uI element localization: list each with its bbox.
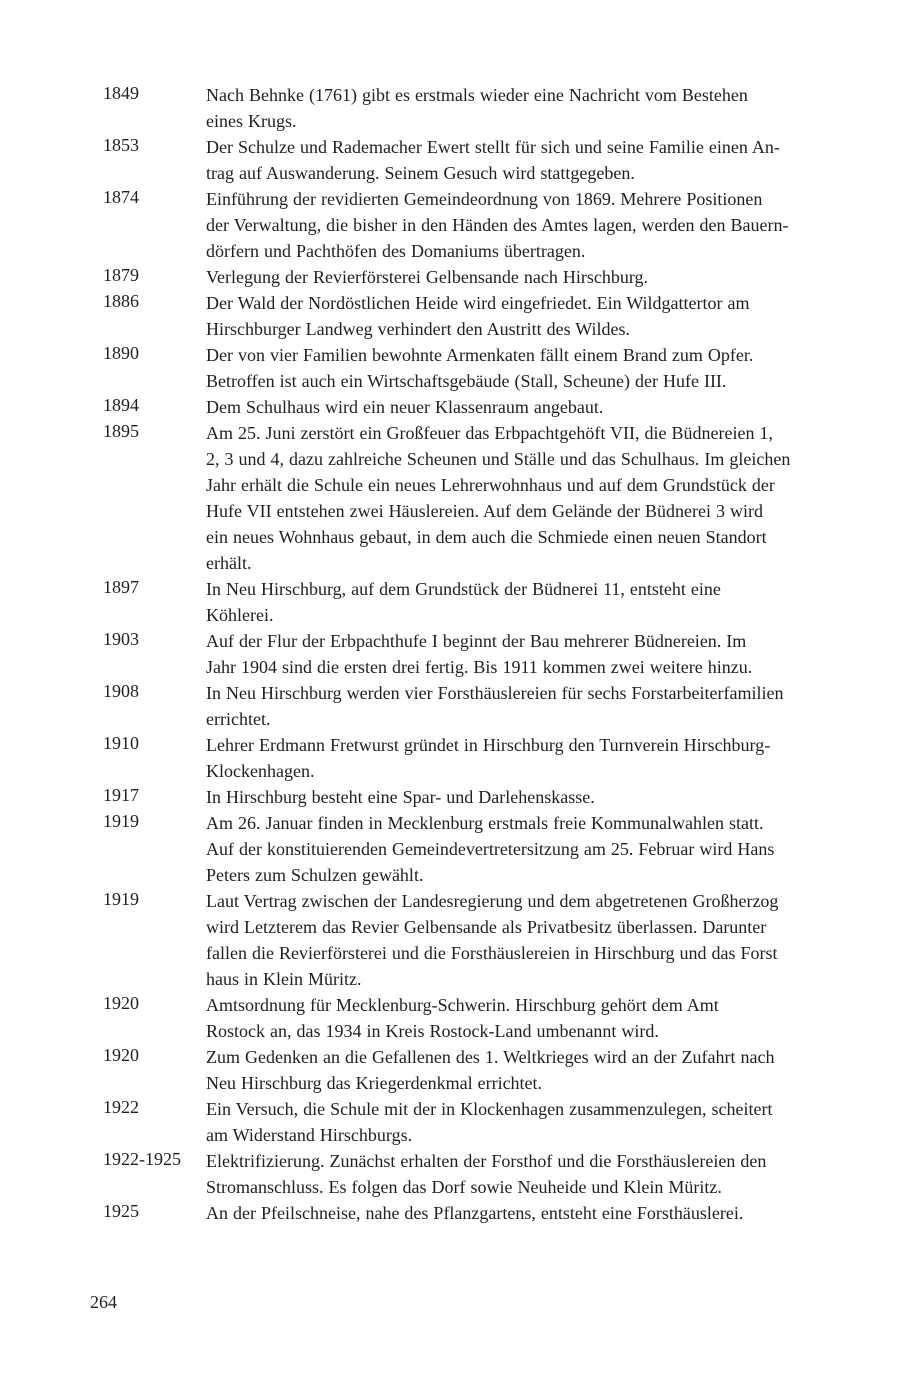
entry-year: 1894 xyxy=(103,395,139,415)
entry-text-line: Der Wald der Nordöstlichen Heide wird eingefriedet. Ein Wildgattertor am xyxy=(206,293,750,313)
entry-text xyxy=(206,420,875,576)
entry-text xyxy=(206,680,875,732)
entry-year: 1853 xyxy=(103,135,139,155)
entry-text-line: dörfern und Pachthöfen des Domaniums übertragen. xyxy=(206,241,586,261)
entry-text-line: 2, 3 und 4, dazu zahlreiche Scheunen und Ställe und das Schulhaus. Im gleichen xyxy=(206,449,791,469)
chronology-entry xyxy=(103,810,875,888)
chronology-entry xyxy=(103,134,875,186)
chronology-entry xyxy=(103,888,875,992)
entry-year: 1917 xyxy=(103,785,139,805)
entry-text-line: Ein Versuch, die Schule mit der in Klockenhagen zusammenzulegen, scheitert xyxy=(206,1099,773,1119)
entry-text-line: Am 25. Juni zerstört ein Großfeuer das Erbpachtgehöft VII, die Büdnereien 1, xyxy=(206,423,773,443)
entry-text-line: Laut Vertrag zwischen der Landesregierung und dem abgetretenen Großherzog xyxy=(206,891,779,911)
entry-text xyxy=(206,186,875,264)
entry-year: 1910 xyxy=(103,733,139,753)
entry-text xyxy=(206,628,875,680)
entry-text-line: erhält. xyxy=(206,553,252,573)
entry-text xyxy=(206,290,875,342)
entry-year: 1897 xyxy=(103,577,139,597)
entry-text xyxy=(206,1148,875,1200)
entry-year: 1908 xyxy=(103,681,139,701)
entry-text-line: Einführung der revidierten Gemeindeordnung von 1869. Mehrere Positionen xyxy=(206,189,763,209)
entry-text-line: Zum Gedenken an die Gefallenen des 1. Weltkrieges wird an der Zufahrt nach xyxy=(206,1047,775,1067)
entry-text-line: fallen die Revierförsterei und die Forsthäuslereien in Hirschburg und das Forst xyxy=(206,943,778,963)
entry-text-line: In Neu Hirschburg werden vier Forsthäuslereien für sechs Forstarbeiterfamilien xyxy=(206,683,784,703)
entry-text-line: An der Pfeilschneise, nahe des Pflanzgartens, entsteht eine Forsthäuslerei. xyxy=(206,1203,744,1223)
entry-text-line: Köhlerei. xyxy=(206,605,274,625)
chronology-entry xyxy=(103,576,875,628)
entry-text xyxy=(206,784,875,810)
chronology-entry xyxy=(103,1200,875,1226)
entry-text-line: eines Krugs. xyxy=(206,111,297,131)
entry-text-line: Elektrifizierung. Zunächst erhalten der Forsthof und die Forsthäuslereien den xyxy=(206,1151,767,1171)
entry-text-line: Der von vier Familien bewohnte Armenkaten fällt einem Brand zum Opfer. xyxy=(206,345,754,365)
entry-text-line: errichtet. xyxy=(206,709,271,729)
entry-year: 1919 xyxy=(103,889,139,909)
chronology-entry xyxy=(103,82,875,134)
entry-text xyxy=(206,342,875,394)
chronology-entry xyxy=(103,186,875,264)
entry-text-line: Auf der Flur der Erbpachthufe I beginnt der Bau mehrerer Büdnereien. Im xyxy=(206,631,747,651)
chronology-list xyxy=(103,82,875,1226)
entry-text xyxy=(206,810,875,888)
entry-text xyxy=(206,394,875,420)
entry-text-line: Rostock an, das 1934 in Kreis Rostock-Land umbenannt wird. xyxy=(206,1021,659,1041)
entry-text-line: Auf der konstituierenden Gemeindevertretersitzung am 25. Februar wird Hans xyxy=(206,839,775,859)
entry-text-line: Amtsordnung für Mecklenburg-Schwerin. Hirschburg gehört dem Amt xyxy=(206,995,719,1015)
entry-text-line: trag auf Auswanderung. Seinem Gesuch wird stattgegeben. xyxy=(206,163,635,183)
entry-year: 1925 xyxy=(103,1201,139,1221)
chronology-entry xyxy=(103,342,875,394)
entry-year: 1920 xyxy=(103,1045,139,1065)
chronology-entry xyxy=(103,992,875,1044)
entry-year: 1879 xyxy=(103,265,139,285)
entry-year: 1874 xyxy=(103,187,139,207)
entry-text-line: haus in Klein Müritz. xyxy=(206,969,362,989)
entry-text xyxy=(206,1096,875,1148)
chronology-entry xyxy=(103,420,875,576)
entry-year: 1903 xyxy=(103,629,139,649)
entry-text xyxy=(206,264,875,290)
entry-text xyxy=(206,1200,875,1226)
chronology-entry xyxy=(103,290,875,342)
page-number: 264 xyxy=(90,1292,117,1312)
entry-text-line: Nach Behnke (1761) gibt es erstmals wieder eine Nachricht vom Bestehen xyxy=(206,85,748,105)
chronology-entry xyxy=(103,1096,875,1148)
entry-text-line: Der Schulze und Rademacher Ewert stellt für sich und seine Familie einen An- xyxy=(206,137,780,157)
entry-text xyxy=(206,576,875,628)
entry-year: 1922 xyxy=(103,1097,139,1117)
entry-text-line: Dem Schulhaus wird ein neuer Klassenraum angebaut. xyxy=(206,397,604,417)
entry-text-line: Hufe VII entstehen zwei Häuslereien. Auf dem Gelände der Büdnerei 3 wird xyxy=(206,501,763,521)
chronology-entry xyxy=(103,784,875,810)
entry-text-line: der Verwaltung, die bisher in den Händen des Amtes lagen, werden den Bauern- xyxy=(206,215,789,235)
entry-text-line: Stromanschluss. Es folgen das Dorf sowie Neuheide und Klein Müritz. xyxy=(206,1177,722,1197)
entry-year: 1919 xyxy=(103,811,139,831)
entry-text-line: Klockenhagen. xyxy=(206,761,315,781)
entry-year: 1922-1925 xyxy=(103,1149,181,1169)
entry-text-line: Lehrer Erdmann Fretwurst gründet in Hirschburg den Turnverein Hirschburg- xyxy=(206,735,771,755)
entry-text-line: In Hirschburg besteht eine Spar- und Darlehenskasse. xyxy=(206,787,595,807)
entry-text xyxy=(206,732,875,784)
chronology-entry xyxy=(103,628,875,680)
entry-year: 1895 xyxy=(103,421,139,441)
entry-text xyxy=(206,134,875,186)
entry-year: 1886 xyxy=(103,291,139,311)
entry-text-line: Betroffen ist auch ein Wirtschaftsgebäude (Stall, Scheune) der Hufe III. xyxy=(206,371,727,391)
entry-text-line: Neu Hirschburg das Kriegerdenkmal errichtet. xyxy=(206,1073,543,1093)
entry-text-line: ein neues Wohnhaus gebaut, in dem auch die Schmiede einen neuen Standort xyxy=(206,527,767,547)
entry-year: 1890 xyxy=(103,343,139,363)
entry-text xyxy=(206,992,875,1044)
entry-text-line: Verlegung der Revierförsterei Gelbensande nach Hirschburg. xyxy=(206,267,649,287)
entry-text-line: Peters zum Schulzen gewählt. xyxy=(206,865,424,885)
entry-text-line: Hirschburger Landweg verhindert den Austritt des Wildes. xyxy=(206,319,631,339)
entry-text xyxy=(206,82,875,134)
chronology-entry xyxy=(103,1044,875,1096)
entry-text-line: wird Letzterem das Revier Gelbensande als Privatbesitz überlassen. Darunter xyxy=(206,917,767,937)
entry-text-line: In Neu Hirschburg, auf dem Grundstück der Büdnerei 11, entsteht eine xyxy=(206,579,721,599)
chronology-entry xyxy=(103,1148,875,1200)
entry-text xyxy=(206,888,875,992)
chronology-entry xyxy=(103,394,875,420)
entry-text-line: Am 26. Januar finden in Mecklenburg erstmals freie Kommunalwahlen statt. xyxy=(206,813,764,833)
entry-text-line: Jahr 1904 sind die ersten drei fertig. Bis 1911 kommen zwei weitere hinzu. xyxy=(206,657,753,677)
entry-text xyxy=(206,1044,875,1096)
entry-year: 1849 xyxy=(103,83,139,103)
entry-text-line: am Widerstand Hirschburgs. xyxy=(206,1125,413,1145)
chronology-entry xyxy=(103,264,875,290)
entry-year: 1920 xyxy=(103,993,139,1013)
entry-text-line: Jahr erhält die Schule ein neues Lehrerwohnhaus und auf dem Grundstück der xyxy=(206,475,775,495)
chronology-entry xyxy=(103,680,875,732)
chronology-entry xyxy=(103,732,875,784)
